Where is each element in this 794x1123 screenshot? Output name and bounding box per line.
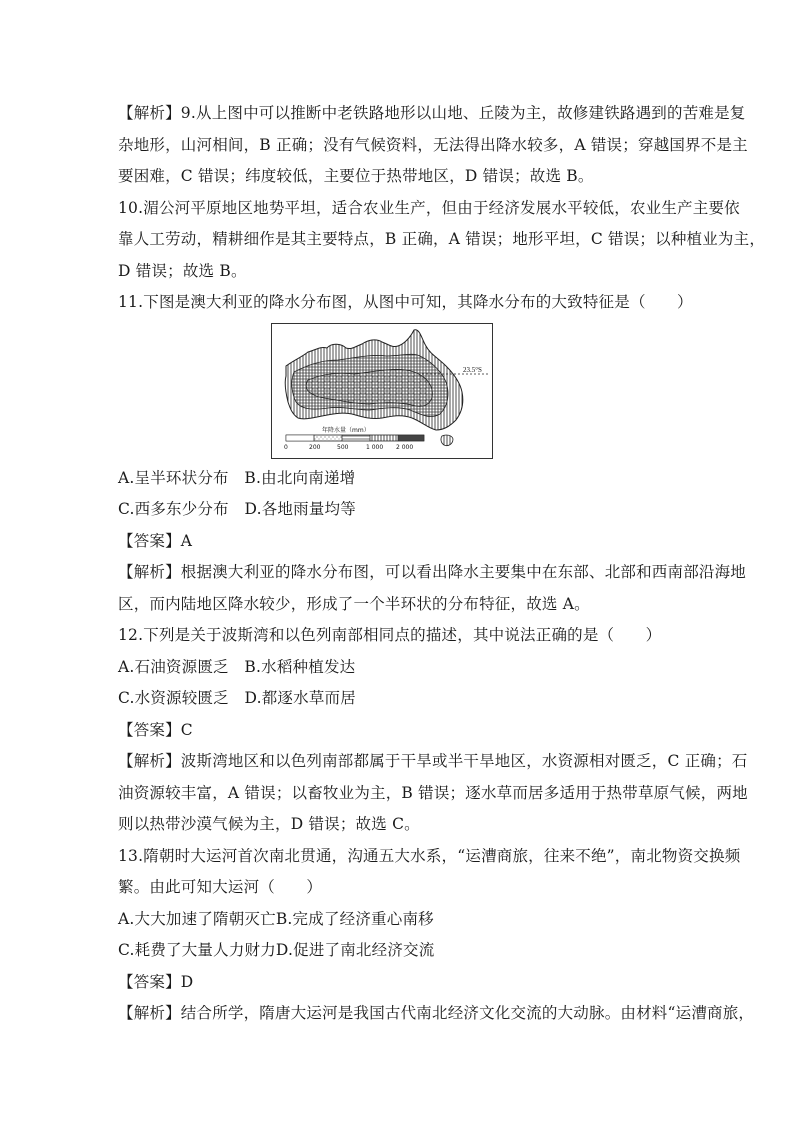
australia-map-graphic <box>272 324 492 458</box>
text-line: 【解析】结合所学，隋唐大运河是我国古代南北经济文化交流的大动脉。由材料“运漕商旅， <box>118 1004 755 1022</box>
australia-rainfall-map <box>271 323 493 459</box>
text-line: 【解析】根据澳大利亚的降水分布图，可以看出降水主要集中在东部、北部和西南部沿海地 <box>118 563 747 581</box>
answer-12: 【答案】C <box>118 720 193 739</box>
option-line: A.呈半环状分布 B.由北向南递增 <box>118 468 356 487</box>
legend-tick: 500 <box>337 443 349 451</box>
text-line: 靠人工劳动，精耕细作是其主要特点，B 正确，A 错误；地形平坦，C 错误；以种植业为主， <box>118 230 766 248</box>
text-line: 则以热带沙漠气候为主，D 错误；故选 C。 <box>118 815 420 833</box>
option-line: A.石油资源匮乏 B.水稻种植发达 <box>118 657 356 676</box>
document-body <box>118 98 766 1030</box>
legend-tick: 200 <box>309 443 321 451</box>
question-13: 13.隋朝时大运河首次南北贯通，沟通五大水系，“运漕商旅，往来不绝”，南北物资交换频 <box>118 846 741 865</box>
legend-tick: 0 <box>284 443 288 451</box>
question-11: 11.下图是澳大利亚的降水分布图，从图中可知，其降水分布的大致特征是（ ） <box>118 293 693 311</box>
text-line: 杂地形，山河相间，B 正确；没有气候资料，无法得出降水较多，A 错误；穿越国界不是主 <box>118 135 748 154</box>
answer-11: 【答案】A <box>118 531 193 550</box>
latitude-label: 23.5°S <box>463 365 482 374</box>
text-line: 【解析】9.从上图中可以推断中老铁路地形以山地、丘陵为主，故修建铁路遇到的苦难是复 <box>118 104 746 122</box>
answer-13: 【答案】D <box>118 972 194 991</box>
option-line: A.大大加速了隋朝灭亡B.完成了经济重心南移 <box>118 909 434 928</box>
legend-tick: 1 000 <box>366 443 384 451</box>
question-12: 12.下列是关于波斯湾和以色列南部相同点的描述，其中说法正确的是（ ） <box>118 626 662 644</box>
text-line: 区，而内陆地区降水较少，形成了一个半环状的分布特征，故选 A。 <box>118 594 590 613</box>
question-10: 10.湄公河平原地区地势平坦，适合农业生产，但由于经济发展水平较低，农业生产主要依 <box>118 198 740 217</box>
legend-tick: 2 000 <box>396 443 414 451</box>
text-line: 【解析】波斯湾地区和以色列南部都属于干旱或半干旱地区，水资源相对匮乏，C 正确；石 <box>118 752 748 770</box>
option-line: C.西多东少分布 D.各地雨量均等 <box>118 500 356 518</box>
text-line: 繁。由此可知大运河（ ） <box>118 878 323 896</box>
text-line: 要困难，C 错误；纬度较低，主要位于热带地区，D 错误；故选 B。 <box>118 167 594 185</box>
text-line: 油资源较丰富，A 错误；以畜牧业为主，B 错误；逐水草而居多适用于热带草原气候，两地 <box>118 783 748 802</box>
option-line: C.耗费了大量人力财力D.促进了南北经济交流 <box>118 941 435 959</box>
tasmania <box>441 435 453 446</box>
text-line: D 错误；故选 B。 <box>118 261 247 280</box>
legend-title: 年降水量（mm） <box>322 426 370 434</box>
option-line: C.水资源较匮乏 D.都逐水草而居 <box>118 689 356 707</box>
